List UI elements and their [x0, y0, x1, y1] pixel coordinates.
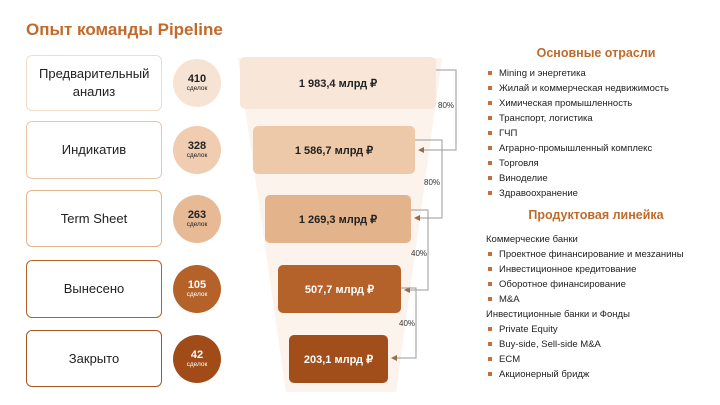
deal-count: 263 — [187, 208, 207, 221]
funnel-amount: 1 983,4 млрд ₽ — [298, 77, 378, 90]
deal-count: 328 — [187, 139, 207, 152]
deal-unit: сделок — [186, 84, 208, 92]
conversion-rate: 40% — [411, 249, 428, 258]
stage-label: Term Sheet — [60, 210, 128, 226]
funnel-amount: 1 269,3 млрд ₽ — [298, 213, 378, 226]
page-title: Опыт команды Pipeline — [26, 20, 223, 39]
avito-logo-icon — [598, 362, 628, 390]
conversion-rate: 80% — [438, 101, 455, 110]
list-item: Акционерный бридж — [486, 367, 684, 382]
deal-unit: сделок — [186, 220, 208, 228]
deal-count: 410 — [187, 72, 207, 85]
list-item: Проектное финансирование и мезzанины — [486, 247, 684, 262]
list-item: Инвестиционное кредитование — [486, 262, 684, 277]
deal-count: 42 — [190, 348, 204, 361]
stage-label: Закрыто — [68, 350, 120, 366]
deal-unit: сделок — [186, 151, 208, 159]
list-item: Private Equity — [486, 322, 684, 337]
funnel-amount: 507,7 млрд ₽ — [304, 283, 375, 296]
list-item: Buy-side, Sell-side M&A — [486, 337, 684, 352]
list-item: Транспорт, логистика — [486, 111, 669, 126]
funnel-amount: 203,1 млрд ₽ — [303, 353, 374, 366]
list-item: Жилай и коммерческая недвижимость — [486, 81, 669, 96]
list-header: Инвестиционные банки и Фонды — [486, 309, 630, 320]
list-item: Mining и энергетика — [486, 66, 669, 81]
list-item: M&A — [486, 292, 684, 307]
list-item: ECM — [486, 352, 684, 367]
avito-watermark — [598, 362, 686, 390]
deal-unit: сделок — [186, 360, 208, 368]
list-item: Торговля — [486, 156, 669, 171]
deal-unit: сделок — [186, 290, 208, 298]
list-item: Оборотное финансирование — [486, 277, 684, 292]
stage-label: Вынесено — [63, 281, 125, 297]
industries-list — [486, 66, 669, 201]
list-item: Здравоохранение — [486, 186, 669, 201]
stage-label: Индикатив — [61, 142, 127, 158]
products-list — [486, 232, 684, 382]
list-item: Химическая промышленность — [486, 96, 669, 111]
list-item: Аграрно-промышленный комплекс — [486, 141, 669, 156]
stage-label: Предварительный анализ — [39, 66, 150, 99]
deal-count: 105 — [187, 278, 207, 291]
funnel-amount: 1 586,7 млрд ₽ — [294, 144, 374, 157]
list-item: Виноделие — [486, 171, 669, 186]
industries-title: Основные отрасли — [536, 46, 656, 60]
products-title: Продуктовая линейка — [528, 208, 664, 222]
conversion-arrow — [419, 70, 456, 150]
conversion-rate: 40% — [399, 319, 416, 328]
avito-wordmark: Avito — [632, 363, 687, 388]
list-item: ГЧП — [486, 126, 669, 141]
list-header: Коммерческие банки — [486, 234, 578, 245]
conversion-rate: 80% — [424, 178, 441, 187]
